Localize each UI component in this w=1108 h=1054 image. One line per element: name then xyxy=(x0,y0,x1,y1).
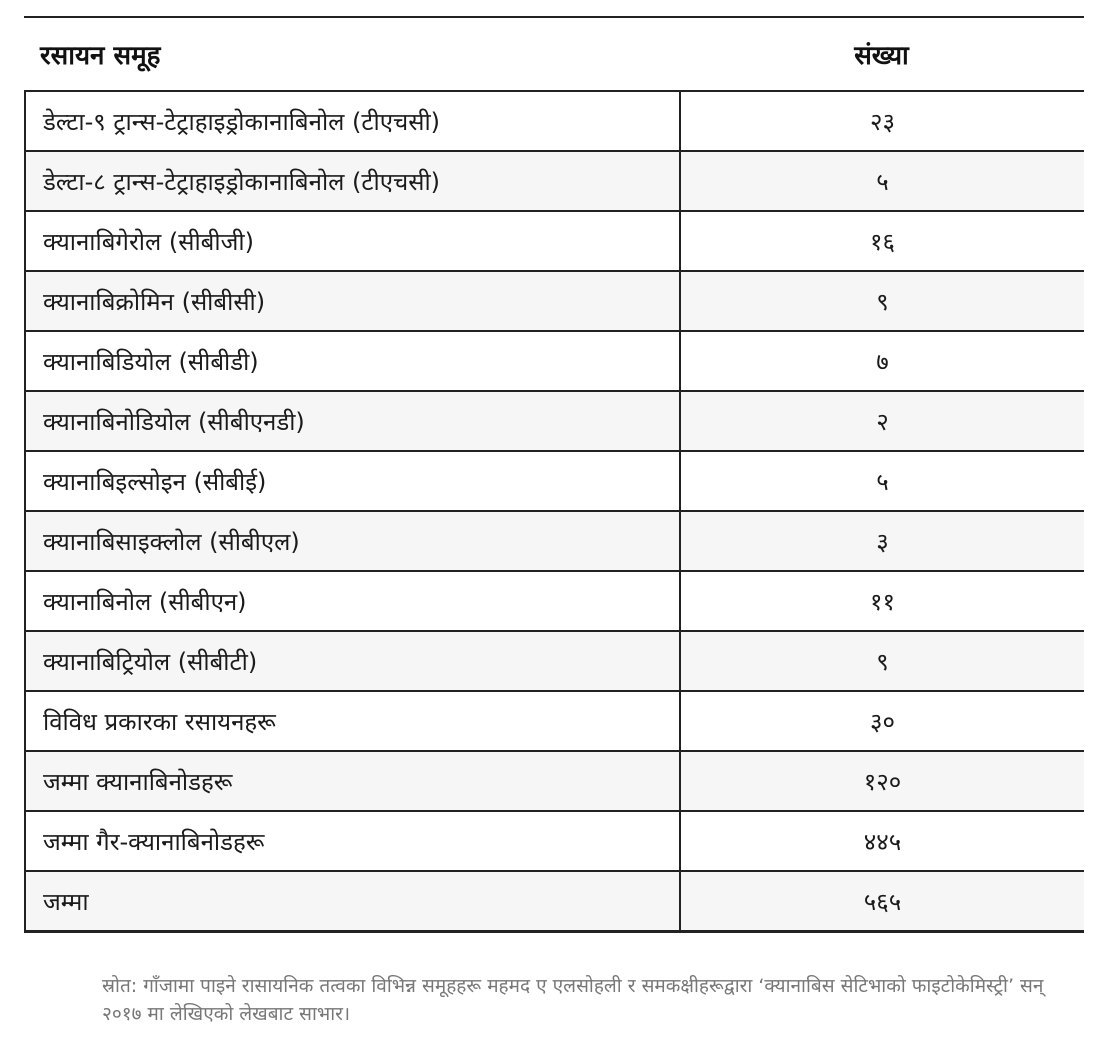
table-row xyxy=(25,331,1084,391)
chemical-group-count: ३ xyxy=(680,511,1084,571)
chemical-group-name: जम्मा क्यानाबिनोडहरू xyxy=(25,751,680,811)
table-row xyxy=(25,871,1084,932)
chemical-group-name: क्यानाबिनोल (सीबीएन) xyxy=(25,571,680,631)
chemical-group-name: डेल्टा-८ ट्रान्स-टेट्राहाइड्रोकानाबिनोल (टीएचसी) xyxy=(25,151,680,211)
header-chemical-group: रसायन समूह xyxy=(40,41,161,71)
chemical-group-name: क्यानाबिक्रोमिन (सीबीसी) xyxy=(25,271,680,331)
table-row xyxy=(25,151,1084,211)
chemical-group-name: क्यानाबिगेरोल (सीबीजी) xyxy=(25,211,680,271)
chemical-group-count: ७ xyxy=(680,331,1084,391)
table-row xyxy=(25,631,1084,691)
chemical-group-name: विविध प्रकारका रसायनहरू xyxy=(25,691,680,751)
source-note: स्रोत: गाँजामा पाइने रासायनिक तत्वका विभिन्न समूहहरू महमद ए एलसोहली र समकक्षीहरूद्वारा ‘क्यानाबिस सेटिभाको फाइटोकेमिस्ट्री’ सन् २०१७ मा लेखिएको लेखबाट साभार। xyxy=(102,975,1044,1025)
table-row xyxy=(25,391,1084,451)
chemical-group-count: ५६५ xyxy=(680,871,1084,932)
chemical-group-name: जम्मा गैर-क्यानाबिनोडहरू xyxy=(25,811,680,871)
chemical-group-name: क्यानाबिट्रियोल (सीबीटी) xyxy=(25,631,680,691)
chemical-group-name: क्यानाबिइल्सोइन (सीबीई) xyxy=(25,451,680,511)
chemical-groups-table xyxy=(24,16,1084,933)
table-row xyxy=(25,691,1084,751)
chemical-group-name: क्यानाबिनोडियोल (सीबीएनडी) xyxy=(25,391,680,451)
chemical-group-name: डेल्टा-९ ट्रान्स-टेट्राहाइड्रोकानाबिनोल (टीएचसी) xyxy=(25,92,680,151)
table-header-row xyxy=(24,18,1084,92)
chemical-group-count: ४४५ xyxy=(680,811,1084,871)
chemical-group-count: २३ xyxy=(870,107,895,136)
table-row xyxy=(25,271,1084,331)
table-row xyxy=(25,211,1084,271)
chemical-group-name: क्यानाबिसाइक्लोल (सीबीएल) xyxy=(25,511,680,571)
chemical-group-count: ३० xyxy=(680,691,1084,751)
header-count: संख्या xyxy=(854,41,909,71)
table-row xyxy=(25,92,1084,151)
table-body xyxy=(24,92,1084,933)
chemical-group-count: १२० xyxy=(680,751,1084,811)
chemical-group-count: ९ xyxy=(680,271,1084,331)
chemical-group-count: ५ xyxy=(680,451,1084,511)
chemical-group-count: ११ xyxy=(680,571,1084,631)
chemical-group-name: जम्मा xyxy=(25,871,680,932)
table-row xyxy=(25,751,1084,811)
table-row xyxy=(25,451,1084,511)
chemical-group-name: क्यानाबिडियोल (सीबीडी) xyxy=(25,331,680,391)
table-row xyxy=(25,811,1084,871)
chemical-group-count: २ xyxy=(680,391,1084,451)
chemical-group-count: ९ xyxy=(680,631,1084,691)
chemical-group-count: ५ xyxy=(680,151,1084,211)
table-row xyxy=(25,571,1084,631)
table-row xyxy=(25,511,1084,571)
chemical-group-count: १६ xyxy=(680,211,1084,271)
